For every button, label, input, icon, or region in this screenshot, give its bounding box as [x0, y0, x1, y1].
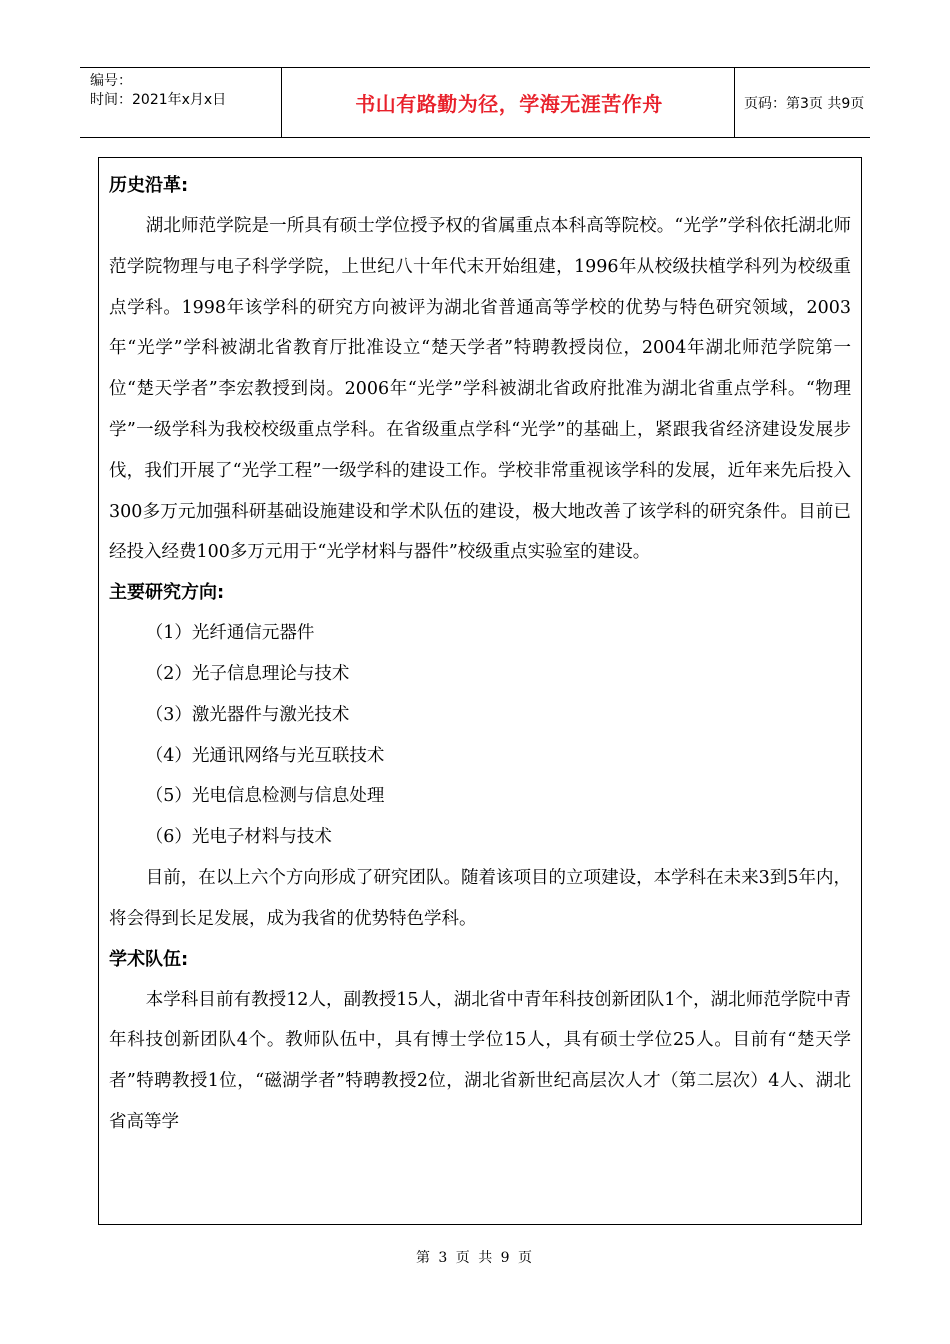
history-heading: 历史沿革:: [109, 175, 189, 196]
content-box: [98, 157, 862, 1225]
research-item: （4）光通讯网络与光互联技术: [145, 745, 385, 766]
research-item: （5）光电信息检测与信息处理: [145, 786, 385, 807]
team-heading: 学术队伍:: [109, 948, 189, 970]
document-date: 时间：2021年x月x日: [90, 92, 227, 108]
history-paragraph: 湖北师范学院是一所具有硕士学位授予权的省属重点本科高等院校。“光学”学科依托湖北师范学院物理与电子科学学院，上世纪八十年代末开始组建，1996年从校级扶植学科列为校级重点学科。1998年该学科的研究方向被评为湖北省普通高等学校的优势与特色研究领域，2003年“光学”学科被湖北省教育厅批准设立“楚天学者”特聘教授岗位，2004年湖北师范学院第一位“楚天学者”李宏教授到岗。2006年“光学”学科被湖北省政府批准为湖北省重点学科。“物理学”一级学科为我校校级重点学科。在省级重点学科“光学”的基础上，紧跟我省经济建设发展步伐，我们开展了“光学工程”一级学科的建设工作。学校非常重视该学科的发展，近年来先后投入300多万元加强科研基础设施建设和学术队伍的建设，极大地改善了该学科的研究条件。目前已经投入经费100多万元用于“光学材料与器件”校级重点实验室的建设。: [109, 216, 851, 563]
research-summary: 目前，在以上六个方向形成了研究团队。随着该项目的立项建设，本学科在未来3到5年内，将会得到长足发展，成为我省的优势特色学科。: [109, 867, 851, 929]
header-meta: [80, 68, 282, 137]
research-item: （6）光电子材料与技术: [145, 827, 332, 848]
document-number: 编号：: [90, 73, 132, 89]
page-header: [80, 67, 870, 138]
research-item: （3）激光器件与激光技术: [145, 704, 350, 725]
header-motto: 书山有路勤为径，学海无涯苦作舟: [284, 68, 735, 137]
content-body: [109, 166, 851, 1143]
team-paragraph: 本学科目前有教授12人，副教授15人，湖北省中青年科技创新团队1个，湖北师范学院中青年科技创新团队4个。教师队伍中，具有博士学位15人，具有硕士学位25人。目前有“楚天学者”特聘教授1位，“磁湖学者”特聘教授2位，湖北省新世纪高层次人才（第二层次）4人、湖北省高等学: [109, 989, 851, 1132]
page-footer: 第 3 页 共 9 页: [415, 1250, 535, 1266]
research-heading: 主要研究方向:: [109, 582, 225, 604]
research-item: （1）光纤通信元器件: [145, 623, 315, 644]
research-item: （2）光子信息理论与技术: [145, 663, 350, 684]
header-page-number: 页码：第3页 共9页: [744, 95, 865, 112]
